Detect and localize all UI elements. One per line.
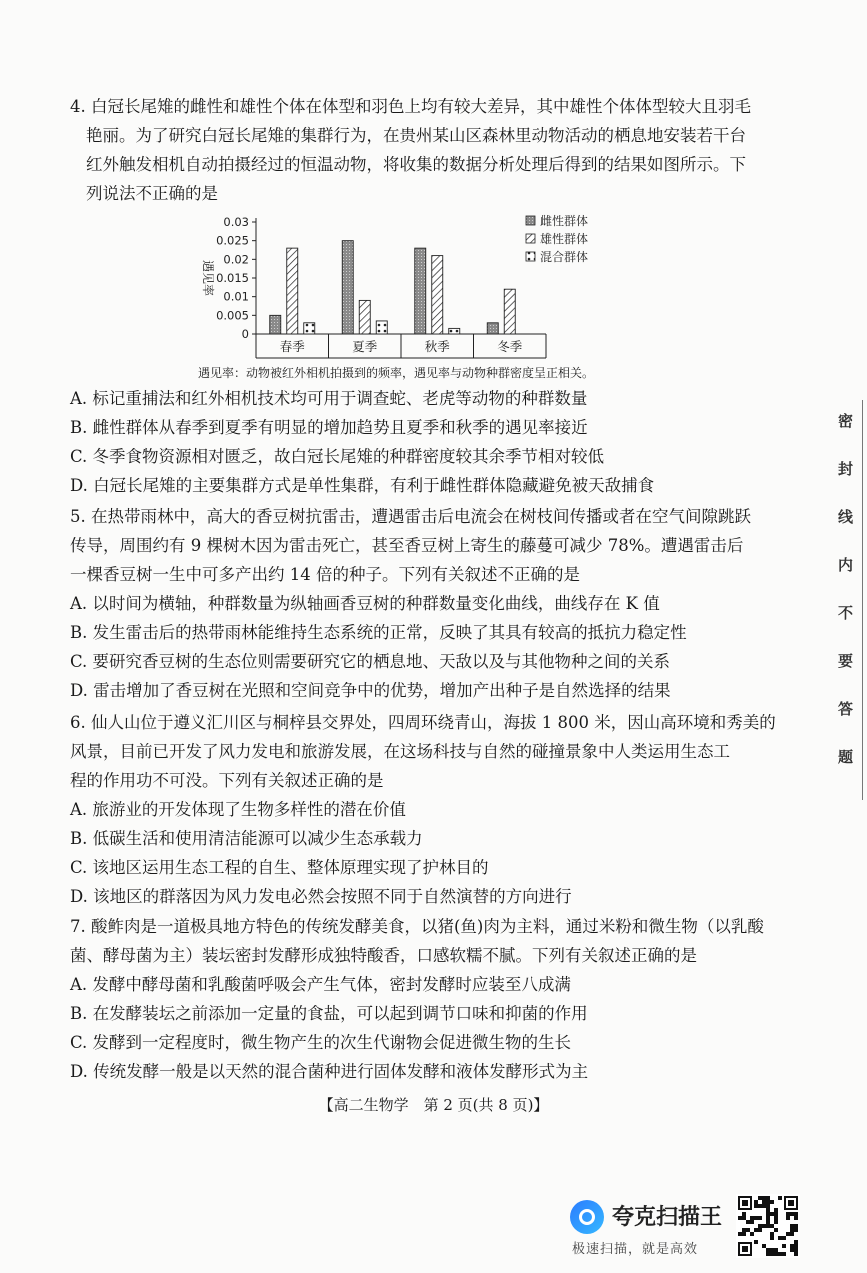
x-tick-label: 秋季 <box>424 339 450 354</box>
question-5-stem-line: 一棵香豆树一生中可多产出约 14 倍的种子。下列有关叙述不正确的是 <box>70 565 580 584</box>
option-d: D. 该地区的群落因为风力发电必然会按照不同于自然演替的方向进行 <box>70 887 572 906</box>
chart-note: 遇见率：动物被红外相机拍摄到的频率，遇见率与动物种群密度呈正相关。 <box>198 366 595 380</box>
question-5 <box>70 502 790 705</box>
question-7-stem-line: 菌、酵母菌为主）装坛密封发酵形成独特酸香，口感软糯不腻。下列有关叙述正确的是 <box>70 946 697 965</box>
legend-swatch <box>526 216 535 225</box>
seal-line-char: 密 <box>838 412 854 430</box>
y-tick-label: 0.005 <box>216 308 249 323</box>
bar <box>376 321 387 334</box>
legend-swatch <box>526 234 535 243</box>
question-5-stem-line: 5. 在热带雨林中，高大的香豆树抗雷击，遭遇雷击后电流会在树枝间传播或者在空气间隙跳跃 <box>70 507 751 526</box>
quark-scanner-logo-icon <box>570 1200 604 1234</box>
y-tick-label: 0.025 <box>216 233 249 248</box>
bar <box>504 289 515 334</box>
y-tick-label: 0.03 <box>223 215 249 229</box>
brand-name: 夸克扫描王 <box>612 1205 723 1230</box>
seal-line-char: 答 <box>838 700 854 718</box>
bar <box>415 248 426 334</box>
x-tick-label: 春季 <box>279 339 305 354</box>
option-a: A. 标记重捕法和红外相机技术均可用于调查蛇、老虎等动物的种群数量 <box>70 389 588 408</box>
question-4-stem-line: 4. 白冠长尾雉的雌性和雄性个体在体型和羽色上均有较大差异，其中雄性个体体型较大且羽毛 <box>70 97 751 116</box>
option-c: C. 冬季食物资源相对匮乏，故白冠长尾雉的种群密度较其余季节相对较低 <box>70 447 605 466</box>
question-4-stem-line: 列说法不正确的是 <box>86 184 218 203</box>
question-6-stem-line: 程的作用功不可没。下列有关叙述正确的是 <box>70 771 384 790</box>
option-a: A. 发酵中酵母菌和乳酸菌呼吸会产生气体，密封发酵时应装至八成满 <box>70 975 571 994</box>
option-d: D. 传统发酵一般是以天然的混合菌种进行固体发酵和液体发酵形式为主 <box>70 1062 589 1081</box>
question-6-stem-line: 6. 仙人山位于遵义汇川区与桐梓县交界处，四周环绕青山，海拔 1 800 米，因山高环境和秀美的 <box>70 713 776 732</box>
seal-line-char: 不 <box>838 604 854 622</box>
y-tick-label: 0.01 <box>223 289 249 304</box>
legend-swatch <box>526 252 535 261</box>
question-6-stem-line: 风景，目前已开发了风力发电和旅游发展，在这场科技与自然的碰撞景象中人类运用生态工 <box>70 742 730 761</box>
bar <box>359 300 370 334</box>
option-d: D. 白冠长尾雉的主要集群方式是单性集群，有利于雌性群体隐藏避免被天敌捕食 <box>70 476 655 495</box>
question-4-options <box>70 384 790 500</box>
question-7-stem-line: 7. 酸鲊肉是一道极具地方特色的传统发酵美食，以猪(鱼)肉为主料，通过米粉和微生物（以乳酸 <box>70 917 764 936</box>
qr-code-icon <box>736 1194 800 1258</box>
option-b: B. 雌性群体从春季到夏季有明显的增加趋势且夏季和秋季的遇见率接近 <box>70 418 588 437</box>
legend-label: 雄性群体 <box>540 232 589 246</box>
question-4-stem-line: 艳丽。为了研究白冠长尾雉的集群行为，在贵州某山区森林里动物活动的栖息地安装若干台 <box>86 126 746 145</box>
y-tick-label: 0 <box>241 327 249 341</box>
y-tick-label: 0.02 <box>223 252 249 267</box>
option-a: A. 以时间为横轴，种群数量为纵轴画香豆树的种群数量变化曲线，曲线存在 K 值 <box>70 594 660 613</box>
bar <box>287 248 298 334</box>
question-6 <box>70 708 790 911</box>
option-c: C. 该地区运用生态工程的自生、整体原理实现了护林目的 <box>70 858 489 877</box>
legend-label: 雌性群体 <box>540 214 589 228</box>
x-tick-label: 冬季 <box>497 339 523 354</box>
page-footer: 【高二生物学 第 2 页(共 8 页)】 <box>318 1096 549 1114</box>
question-4-stem-line: 红外触发相机自动拍摄经过的恒温动物，将收集的数据分析处理后得到的结果如图所示。下 <box>86 155 746 174</box>
bar <box>432 256 443 334</box>
bar <box>449 328 460 334</box>
option-d: D. 雷击增加了香豆树在光照和空间竞争中的优势，增加产出种子是自然选择的结果 <box>70 681 671 700</box>
legend-label: 混合群体 <box>540 250 589 264</box>
bar <box>487 323 498 334</box>
seal-line-margin <box>828 400 863 800</box>
seal-line-char: 封 <box>838 460 854 478</box>
question-7 <box>70 912 790 1086</box>
option-c: C. 要研究香豆树的生态位则需要研究它的栖息地、天敌以及与其他物种之间的关系 <box>70 652 671 671</box>
seal-line-char: 题 <box>838 748 854 766</box>
x-tick-label: 夏季 <box>352 339 378 354</box>
bar <box>270 315 281 334</box>
bar <box>304 323 315 334</box>
encounter-rate-bar-chart <box>190 208 630 368</box>
bar <box>342 241 353 334</box>
seal-line-char: 线 <box>838 508 854 526</box>
option-b: B. 发生雷击后的热带雨林能维持生态系统的正常，反映了其具有较高的抵抗力稳定性 <box>70 623 687 642</box>
seal-line-char: 内 <box>838 556 854 574</box>
option-b: B. 低碳生活和使用清洁能源可以减少生态承载力 <box>70 829 423 848</box>
brand-slogan: 极速扫描，就是高效 <box>572 1242 699 1257</box>
option-a: A. 旅游业的开发体现了生物多样性的潜在价值 <box>70 800 406 819</box>
seal-line-char: 要 <box>838 652 854 670</box>
y-axis-label: 遇见率 <box>201 259 215 297</box>
option-c: C. 发酵到一定程度时，微生物产生的次生代谢物会促进微生物的生长 <box>70 1033 572 1052</box>
question-5-stem-line: 传导，周围约有 9 棵树木因为雷击死亡，甚至香豆树上寄生的藤蔓可减少 78%。遭遇雷击后 <box>70 536 744 555</box>
scanner-watermark <box>570 1198 730 1258</box>
option-b: B. 在发酵装坛之前添加一定量的食盐，可以起到调节口味和抑菌的作用 <box>70 1004 588 1023</box>
question-4 <box>70 92 790 208</box>
y-tick-label: 0.015 <box>216 271 249 285</box>
